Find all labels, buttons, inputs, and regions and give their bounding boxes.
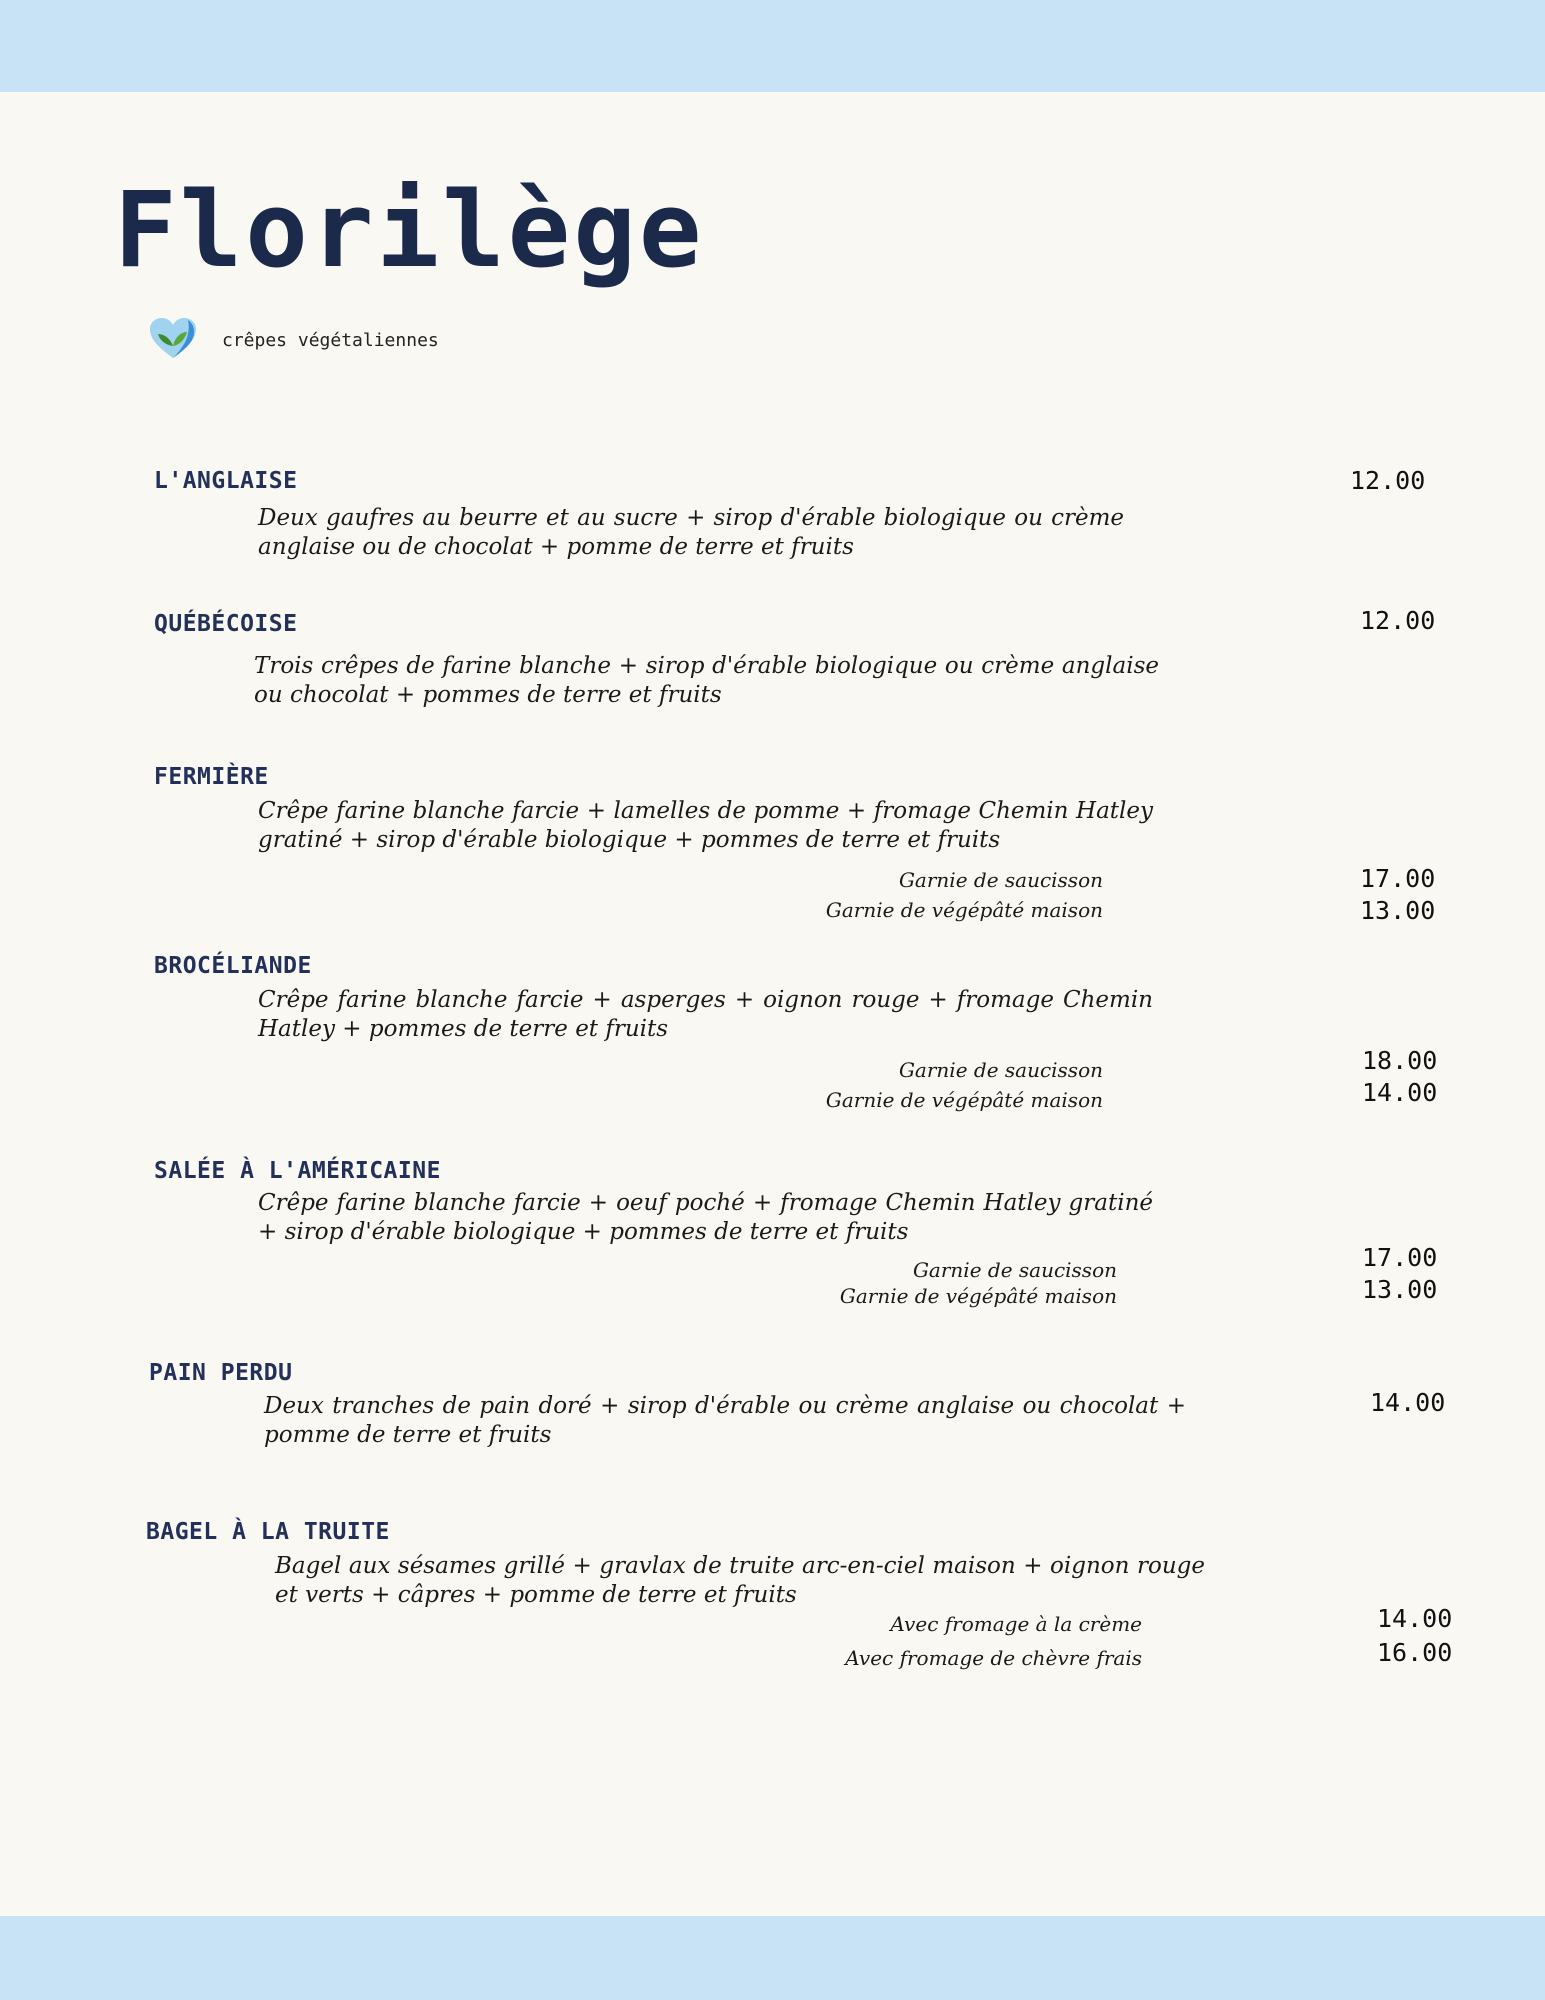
- item-price-quebecoise: 12.00: [1360, 606, 1436, 635]
- item-option-price: 13.00: [1362, 1275, 1438, 1304]
- item-name-salee-americaine: SALÉE À L'AMÉRICAINE: [154, 1158, 441, 1184]
- item-name-broceliande: BROCÉLIANDE: [154, 953, 312, 979]
- item-option-price: 17.00: [1362, 1243, 1438, 1272]
- item-option-price: 13.00: [1360, 896, 1436, 925]
- item-description-salee-americaine: Crêpe farine blanche farcie + oeuf poché + fromage Chemin Hatley gratiné + sirop d'érable biologique + pommes de terre et fruits: [258, 1190, 1153, 1245]
- item-option-label: Garnie de saucisson: [912, 1258, 1117, 1282]
- item-description-broceliande: Crêpe farine blanche farcie + asperges + oignon rouge + fromage Chemin Hatley + pommes de terre et fruits: [258, 987, 1153, 1042]
- item-price-pain-perdu: 14.00: [1370, 1388, 1446, 1417]
- item-description-bagel-truite: Bagel aux sésames grillé + gravlax de truite arc-en-ciel maison + oignon rouge et verts + câpres + pomme de terre et fruits: [275, 1553, 1205, 1608]
- item-option-price: 14.00: [1362, 1078, 1438, 1107]
- item-option-price: 17.00: [1360, 864, 1436, 893]
- item-description-pain-perdu: Deux tranches de pain doré + sirop d'érable ou crème anglaise ou chocolat + pomme de terre et fruits: [264, 1393, 1186, 1448]
- item-description-quebecoise: Trois crêpes de farine blanche + sirop d'érable biologique ou crème anglaise ou chocolat + pommes de terre et fruits: [254, 653, 1159, 708]
- item-option-label: Garnie de végépâté maison: [839, 1284, 1117, 1308]
- item-name-bagel-truite: BAGEL À LA TRUITE: [146, 1519, 390, 1545]
- item-option-label: Garnie de saucisson: [898, 1058, 1103, 1082]
- item-description-fermiere: Crêpe farine blanche farcie + lamelles de pomme + fromage Chemin Hatley gratiné + sirop d'érable biologique + pommes de terre et fruits: [258, 798, 1153, 853]
- item-description-anglaise: Deux gaufres au beurre et au sucre + sirop d'érable biologique ou crème anglaise ou de chocolat + pomme de terre et fruits: [258, 505, 1124, 560]
- item-option-label: Garnie de végépâté maison: [825, 898, 1103, 922]
- restaurant-title: Florilège: [114, 169, 705, 291]
- bottom-band: [0, 1916, 1545, 2000]
- item-name-fermiere: FERMIÈRE: [154, 764, 269, 790]
- item-name-pain-perdu: PAIN PERDU: [149, 1360, 293, 1386]
- item-price-anglaise: 12.00: [1350, 466, 1426, 495]
- item-option-label: Avec fromage à la crème: [890, 1612, 1142, 1636]
- item-option-price: 18.00: [1362, 1046, 1438, 1075]
- heart-leaf-icon: [148, 316, 198, 360]
- item-option-label: Garnie de saucisson: [898, 868, 1103, 892]
- top-band: [0, 0, 1545, 92]
- item-option-label: Avec fromage de chèvre frais: [845, 1646, 1142, 1670]
- item-option-price: 14.00: [1377, 1604, 1453, 1633]
- subtitle: crêpes végétaliennes: [222, 330, 439, 351]
- item-name-anglaise: L'ANGLAISE: [154, 468, 298, 494]
- item-option-price: 16.00: [1377, 1638, 1453, 1667]
- item-option-label: Garnie de végépâté maison: [825, 1088, 1103, 1112]
- item-name-quebecoise: QUÉBÉCOISE: [154, 611, 298, 637]
